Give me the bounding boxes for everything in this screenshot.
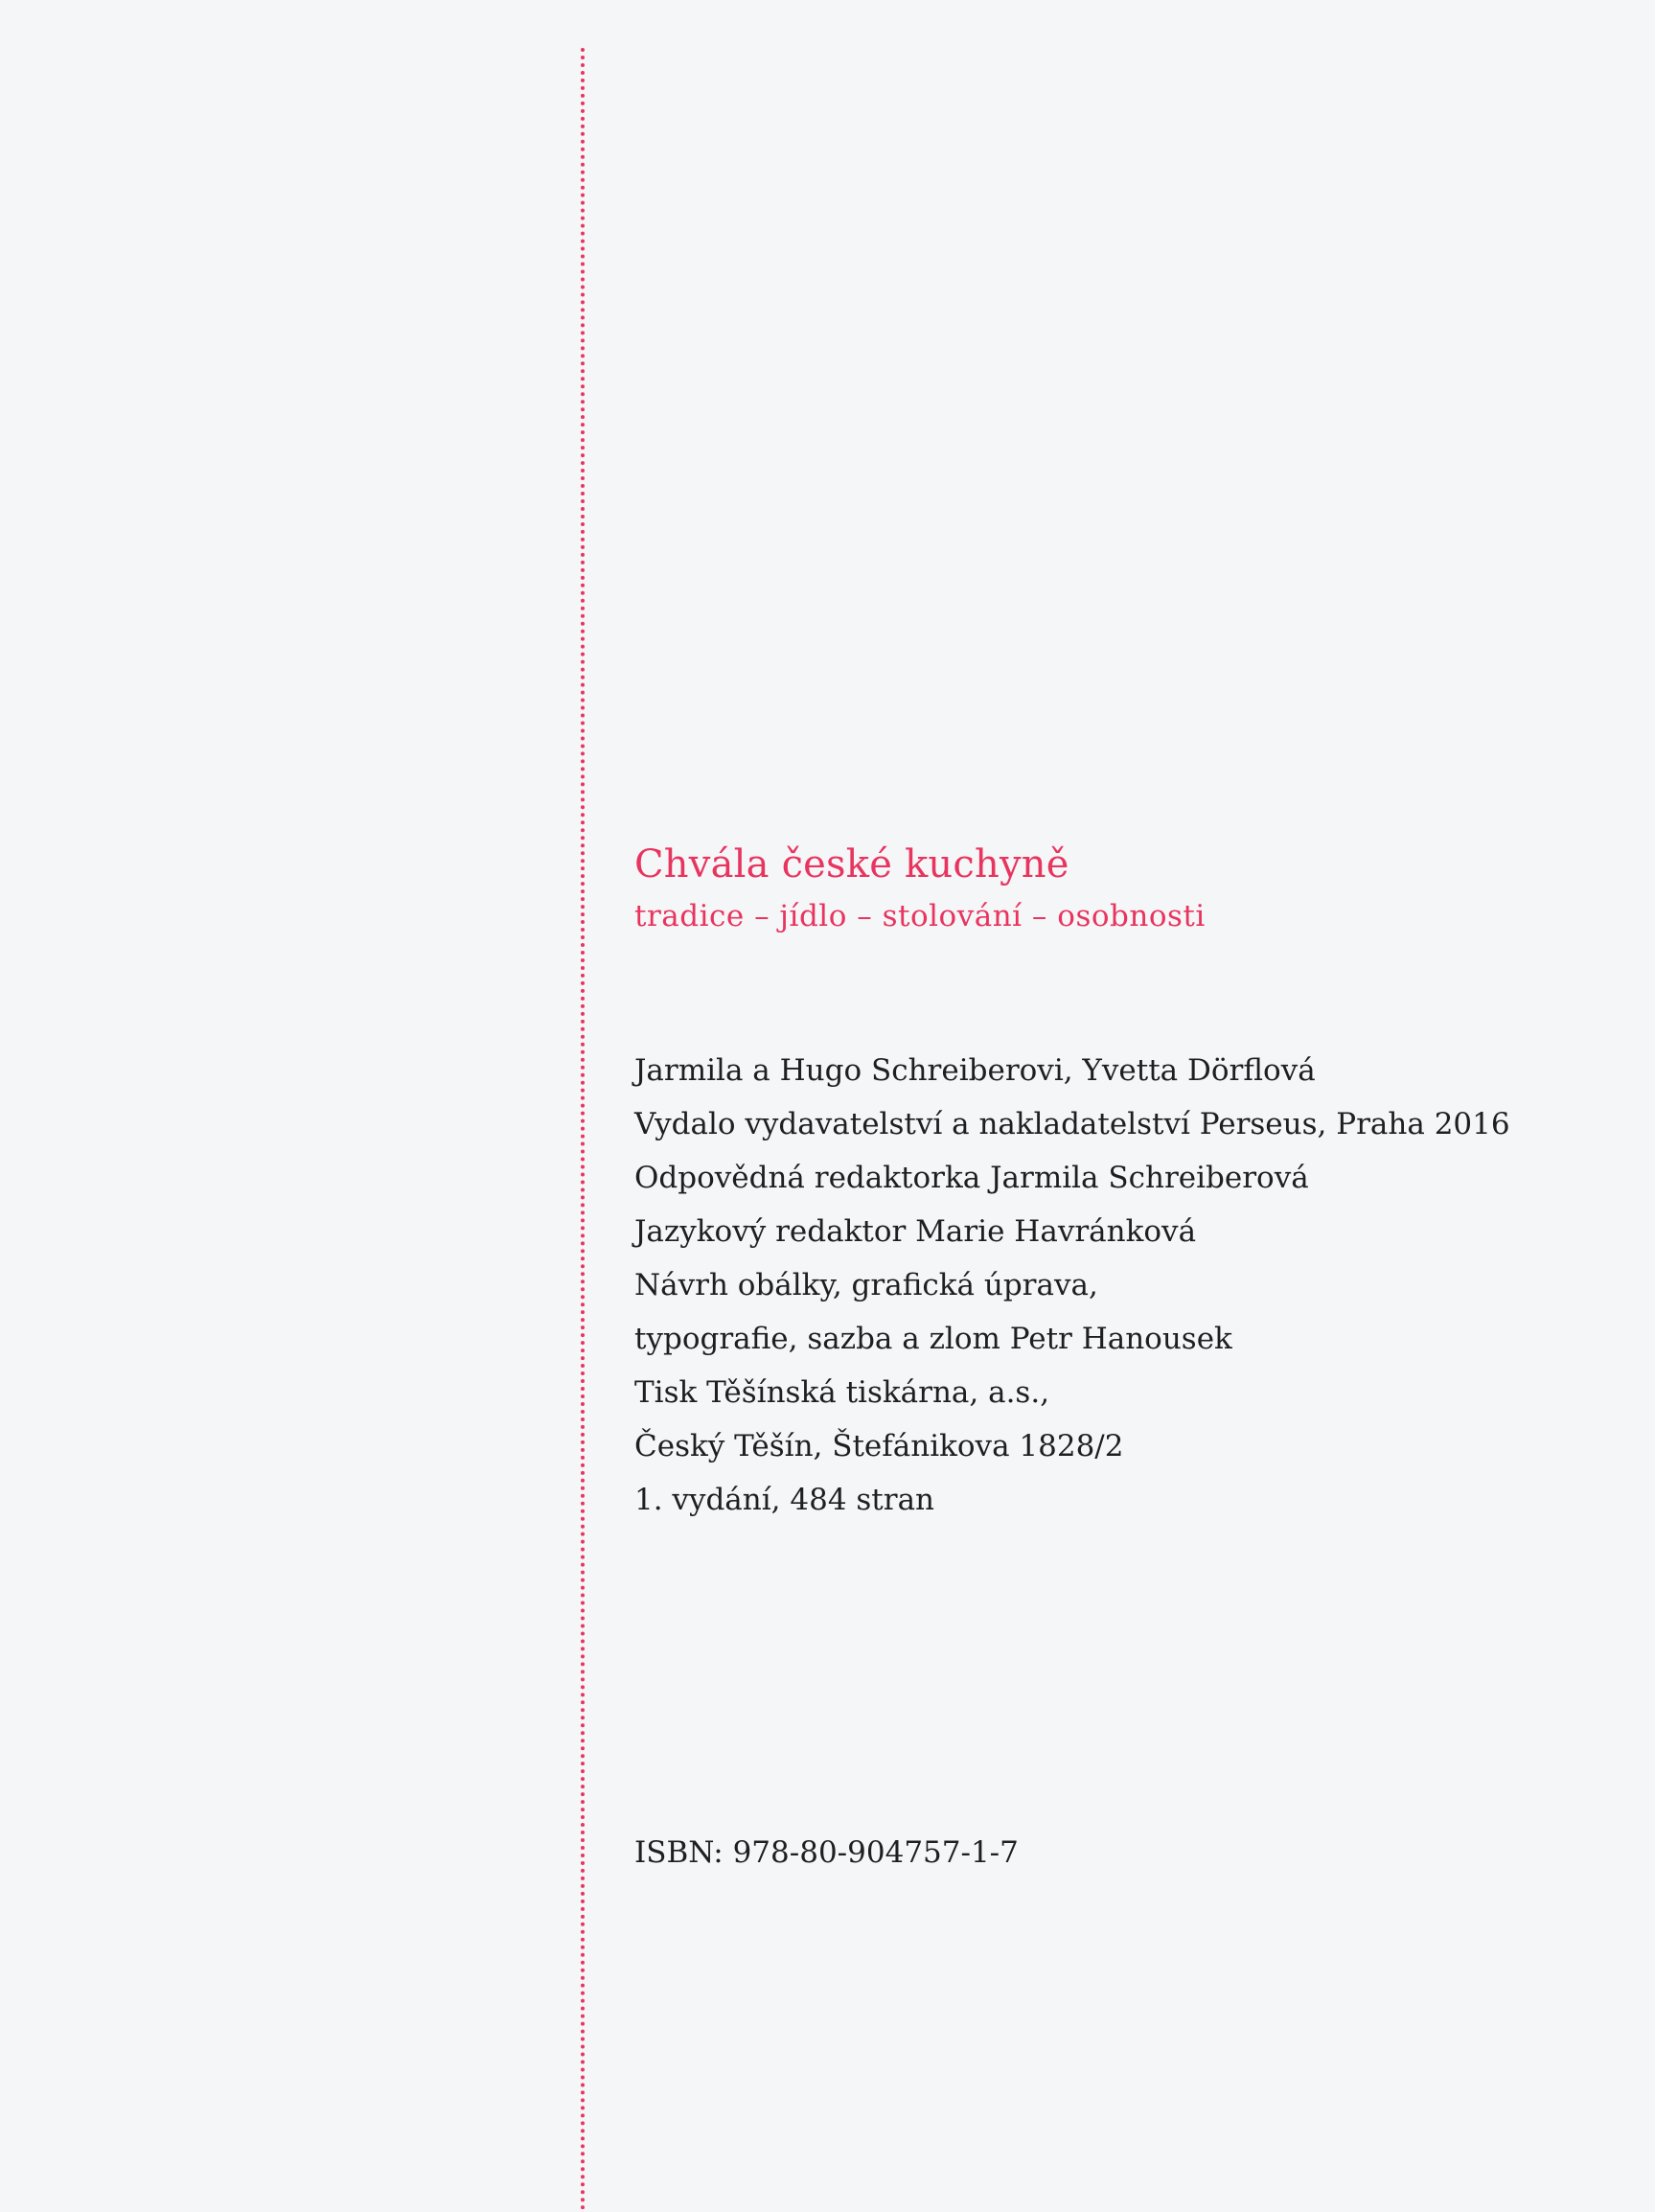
credit-printer-line-1: Tisk Těšínská tiskárna, a.s., [634, 1375, 1050, 1411]
isbn-number: ISBN: 978-80-904757-1-7 [634, 1835, 1019, 1870]
credit-publisher: Vydalo vydavatelství a nakladatelství Perseus, Praha 2016 [634, 1107, 1510, 1142]
credit-authors: Jarmila a Hugo Schreiberovi, Yvetta Dörflová [634, 1053, 1316, 1089]
colophon-block [634, 841, 1593, 1527]
credit-edition: 1. vydání, 484 stran [634, 1483, 935, 1518]
credits-list [634, 1044, 1593, 1527]
credit-printer-line-2: Český Těšín, Štefánikova 1828/2 [634, 1429, 1124, 1464]
book-subtitle: tradice – jídlo – stolování – osobnosti [634, 899, 1206, 933]
credit-design-line-2: typografie, sazba a zlom Petr Hanousek [634, 1322, 1232, 1357]
dotted-vertical-rule [581, 48, 585, 2212]
credit-language-editor: Jazykový redaktor Marie Havránková [634, 1214, 1197, 1250]
credit-design-line-1: Návrh obálky, grafická úprava, [634, 1268, 1098, 1303]
credit-editor: Odpovědná redaktorka Jarmila Schreiberová [634, 1161, 1309, 1196]
book-title: Chvála české kuchyně [634, 842, 1069, 887]
